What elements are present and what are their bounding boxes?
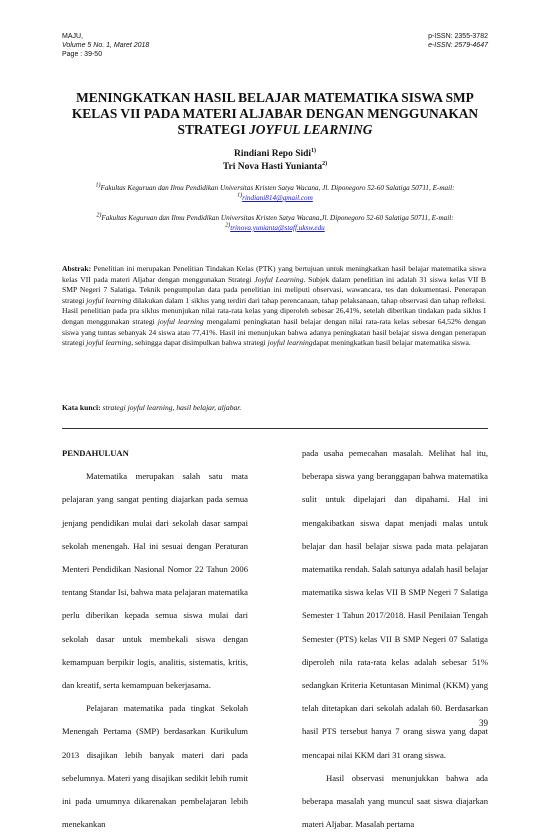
title-line-2: KELAS VII PADA MATERI ALJABAR DENGAN MENGGUNAKAN: [71, 106, 479, 121]
title-line-3: [60, 122, 490, 138]
abstract-text-4: mengalami peningkatan hasil belajar dengan nilai rata-rata kelas sebesar 64,52% dengan siswa yang tuntas sebanyak 24 siswa atau 77,41%. Hasil ini menunjukan bahwa adanya peningkatan hasil belajar siswa dengan penerapan strategi: [62, 316, 486, 348]
journal-pages: Page : 39-50: [62, 51, 103, 58]
author-2: [60, 161, 490, 174]
abstract-text-2: . Subjek dalam penelitian ini adalah 31 siswa kelas VII B SMP Negeri 7 Salatiga. Teknik pengumpulan data pada penelitian ini meliputi observasi, wawancara, tes dan dokumentasi. Penerapan strategi: [62, 274, 486, 305]
affiliation-2-email-mark: 2): [225, 222, 231, 229]
title-line-3-emphasis: JOYFUL LEARNING: [249, 122, 373, 137]
affiliation-2-text: Fakultas Keguruan dan Ilmu Pendidikan Universitas Kristen Satya Wacana,Jl. Diponegoro 52-60 Salatiga 50711, E-mail:: [101, 214, 454, 222]
author-1-name: Rindiani Repo Sidi: [233, 149, 312, 159]
author-1: [60, 148, 490, 161]
journal-header-right: [428, 32, 488, 50]
title-line-1: MENINGKATKAN HASIL BELAJAR MATEMATIKA SISWA SMP: [76, 90, 474, 105]
author-list: [60, 148, 490, 174]
affiliation-1: [60, 183, 490, 203]
e-issn: e-ISSN: 2579-4647: [428, 42, 488, 49]
author-2-name: Tri Nova Hasti Yunianta: [222, 162, 323, 172]
page-number: 39: [479, 718, 488, 728]
abstract-text-5: , sehingga dapat disimpulkan bahwa strategi: [131, 338, 268, 348]
email-link-2[interactable]: trinova.yunianta@staff.uksw.edu: [230, 224, 325, 232]
abstract-emphasis-5: joyful learning: [267, 338, 313, 348]
journal-name: MAJU,: [62, 33, 83, 40]
abstract-text-3: dilakukan dalam 1 siklus yang terdiri dari tahap perencanaan, tahap pelaksanaan, tahap observasi dan tahap refleksi. Hasil penelitian pada pra siklus menunjukan nilai rata-rata kelas yang diperoleh sebesar 26,41%, setelah diberikan tindakan pada siklus I dengan menggunakan strategi: [62, 295, 487, 326]
email-link-1[interactable]: rindiani814@gmail.com: [242, 194, 313, 202]
body-paragraph: pada usaha pemecahan masalah. Melihat hal itu, beberapa siswa yang beranggapan bahwa matematika sulit untuk dipelajari dan dipahami. Hal ini mengakibatkan siswa dapat menjadi malas untuk belajar dan hasil belajar siswa pada mata pelajaran matematika rendah. Salah satunya adalah hasil belajar matematika siswa kelas VII B SMP Negeri 7 Salatiga Semester 1 Tahun 2017/2018. Hasil Penilaian Tengah Semester (PTS) kelas VII B SMP Negeri 07 Salatiga diperoleh nila rata-rata kelas adalah sebesar 51% sedangkan Kriteria Ketuntasan Minimal (KKM) yang telah ditetapkan dari sekolah adalah 60. Berdasarkan hasil PTS tersebut hanya 7 orang siswa yang dapat mencapai nilai KKM dari 31 orang siswa.: [302, 448, 488, 760]
journal-volume: Volume 5 No. 1, Maret 2018: [62, 42, 150, 49]
body-paragraph: Matematika merupakan salah satu mata pelajaran yang sangat penting diajarkan pada semua jenjang pendidikan mulai dari sekolah dasar sampai sekolah menengah. Hal ini sesuai dengan Peraturan Menteri Pendidikan Nasional Nomor 22 Tahun 2006 tentang Standar Isi, bahwa mata pelajaran matematika perlu diberikan kepada semua siswa mulai dari sekolah dasar untuk membekali siswa dengan kemampuan berpikir logis, analitis, sistematis, kritis, dan kreatif, serta kemampuan bekerjasama.: [62, 471, 248, 691]
title-line-3-prefix: STRATEGI: [177, 122, 250, 137]
abstract-emphasis-4: joyful learning: [86, 338, 132, 348]
affiliation-2-mark: 2): [96, 212, 102, 219]
abstract-text-6: dapat meningkatkan hasil belajar matematika siswa.: [312, 338, 471, 348]
paper-title: [60, 90, 490, 138]
affiliation-1-mark: 1): [95, 182, 101, 189]
abstract: [62, 264, 486, 349]
journal-header-left: [62, 32, 149, 59]
abstract-text-1: Penelitian ini merupakan Penelitian Tindakan Kelas (PTK) yang bertujuan untuk meningkatkan hasil belajar matematika siswa kelas VII pada materi Aljabar dengan menggunakan Strategi: [62, 264, 486, 284]
keywords: [62, 403, 486, 413]
affiliation-1-text: Fakultas Keguruan dan Ilmu Pendidikan Universitas Kristen Satya Wacana, Jl. Diponegoro 52-60 Salatiga 50711, E-mail:: [100, 184, 455, 192]
abstract-label: Abstrak:: [62, 264, 92, 273]
keywords-label: Kata kunci:: [62, 403, 101, 412]
affiliation-2: [60, 213, 490, 233]
p-issn: p-ISSN: 2355-3782: [428, 33, 488, 40]
affiliation-1-email-mark: 1): [237, 192, 243, 199]
body-paragraph: Pelajaran matematika pada tingkat Sekolah Menengah Pertama (SMP) berdasarkan Kurikulum 2013 disajikan lebih banyak materi dari pada sebelumnya. Materi yang disajikan sedikit lebih rumit ini pada umumnya dikarenakan pembelajaran lebih menekankan: [62, 703, 248, 830]
abstract-emphasis-3: joyful learning: [157, 316, 204, 326]
author-2-mark: 2): [322, 160, 328, 167]
section-heading: PENDAHULUAN: [62, 448, 129, 458]
keywords-text: strategi joyful learning, hasil belajar, aljabar.: [100, 403, 242, 412]
author-1-mark: 1): [311, 147, 317, 154]
abstract-emphasis-1: Joyful Learning: [254, 274, 304, 284]
body-paragraph: Hasil observasi menunjukkan bahwa ada beberapa masalah yang muncul saat siswa diajarkan materi Aljabar. Masalah pertama: [302, 772, 488, 830]
abstract-emphasis-2: joyful learning: [86, 295, 132, 305]
section-divider: [62, 428, 488, 429]
